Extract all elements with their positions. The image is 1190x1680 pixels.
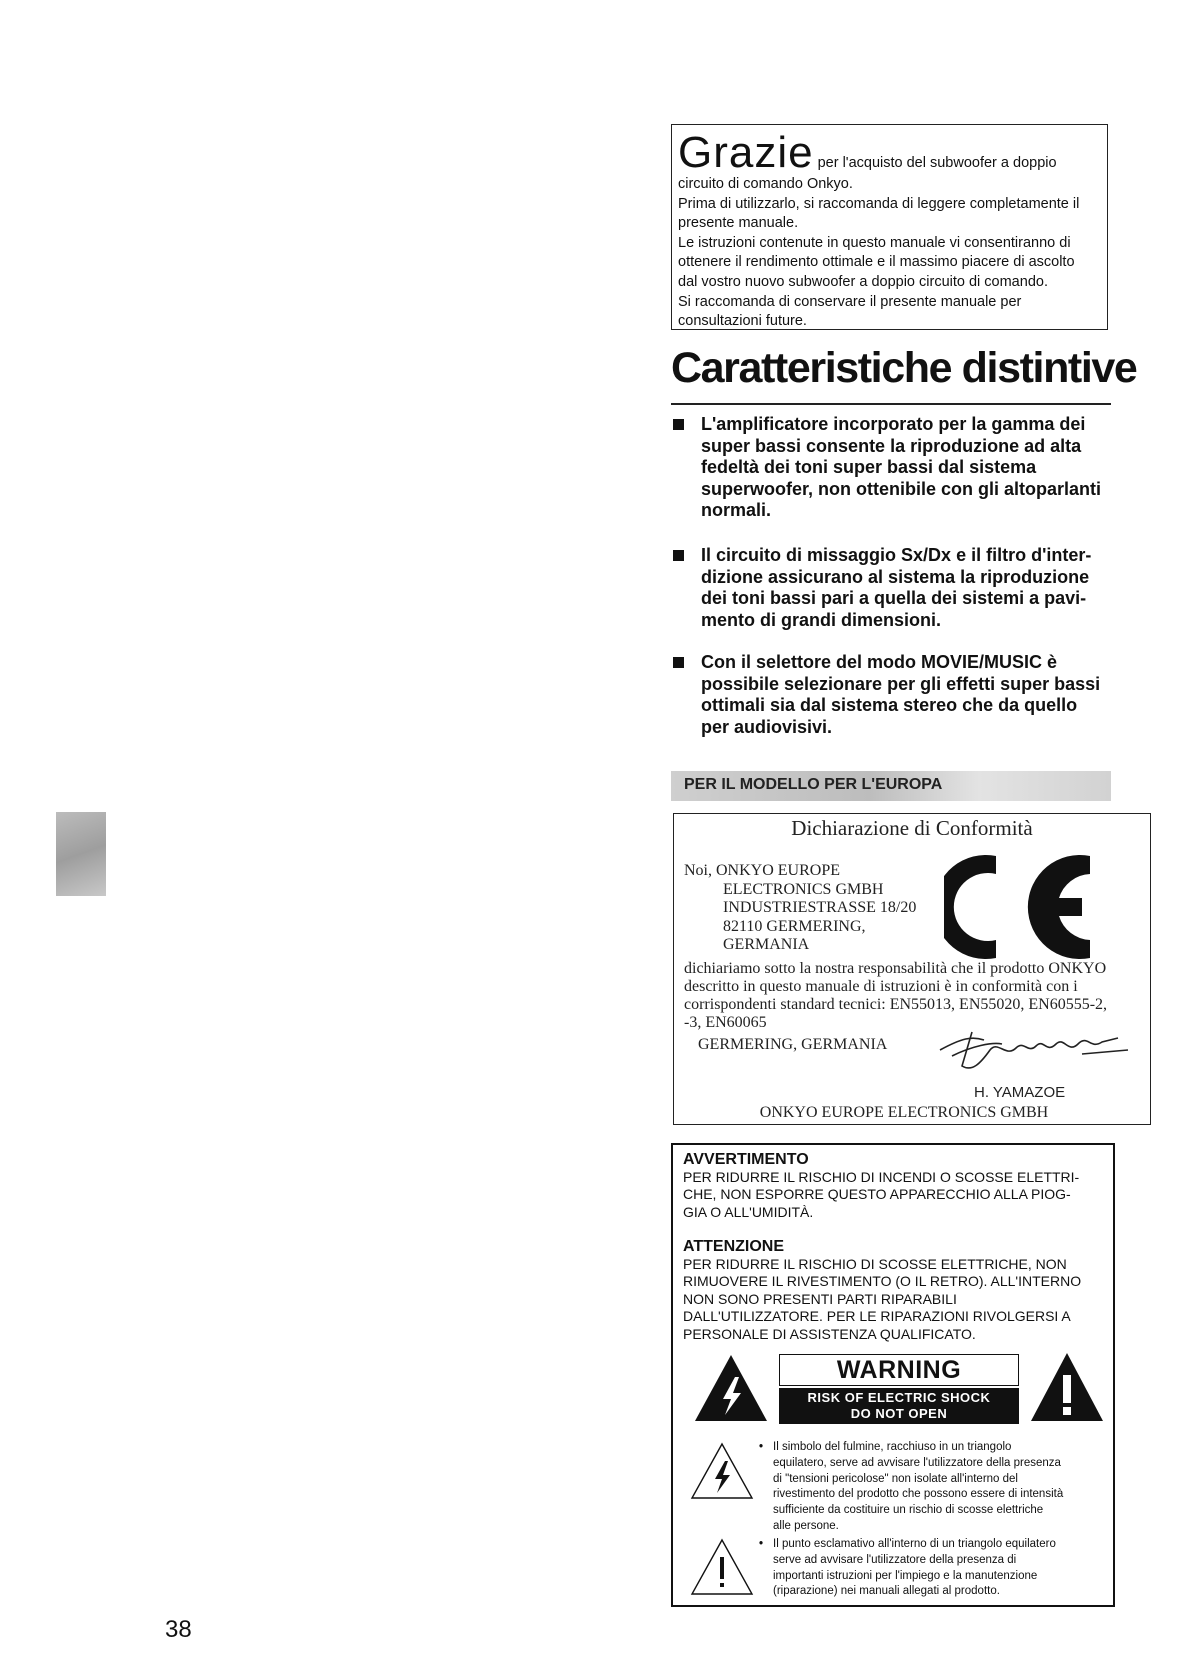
note-line: importanti istruzioni per l'impiego e la manutenzione: [773, 1569, 1038, 1582]
features-heading: Caratteristiche distintive: [671, 344, 1137, 392]
thanks-line: dal vostro nuovo subwoofer a doppio circuito di comando.: [678, 273, 1048, 290]
note-line: Il punto esclamativo all'interno di un triangolo equilatero: [773, 1538, 1056, 1550]
address-line: 82110 GERMERING,: [723, 917, 866, 935]
feature-line: normali.: [701, 500, 772, 520]
caution-line: PERSONALE DI ASSISTENZA QUALIFICATO.: [683, 1325, 976, 1342]
feature-line: L'amplificatore incorporato per la gamma dei: [701, 414, 1086, 434]
thanks-box: [671, 124, 1108, 330]
safety-warning-box: [671, 1143, 1115, 1607]
note-line: serve ad avvisare l'utilizzatore della presenza di: [773, 1553, 1017, 1566]
address-line: Noi, ONKYO EUROPE: [684, 862, 840, 879]
feature-line: Con il selettore del modo MOVIE/MUSIC è: [701, 652, 1058, 672]
note-line: alle persone.: [773, 1519, 839, 1532]
conformity-declaration-box: [673, 813, 1151, 1125]
warning-label: [779, 1354, 1019, 1422]
feature-line: superwoofer, non ottenibile con gli altoparlanti: [701, 478, 1102, 499]
signing-place: GERMERING, GERMANIA: [698, 1036, 888, 1053]
exclamation-triangle-icon: [689, 1537, 755, 1597]
thanks-line: consultazioni future.: [678, 313, 807, 330]
lightning-triangle-icon: [689, 1441, 755, 1501]
exclamation-symbol-note: [759, 1537, 1103, 1600]
square-bullet-icon: [673, 419, 684, 430]
thanks-line: circuito di comando Onkyo.: [678, 176, 853, 192]
address-line: ELECTRONICS GMBH: [723, 880, 884, 898]
address-line: GERMANIA: [723, 936, 810, 953]
feature-item: [671, 652, 1111, 738]
europe-model-label: PER IL MODELLO PER L'EUROPA: [684, 776, 943, 793]
feature-item: [671, 414, 1111, 522]
note-line: rivestimento del prodotto che possono essere di intensità: [773, 1488, 1064, 1501]
signatory-name: H. YAMAZOE: [974, 1084, 1066, 1101]
feature-line: per audiovisivi.: [701, 716, 833, 737]
warning-title: WARNING: [779, 1354, 1019, 1386]
note-line: sufficiente da costituire un rischio di scosse elettriche: [773, 1504, 1044, 1517]
conformity-title: Dichiarazione di Conformità: [791, 816, 1033, 840]
statement-line: descritto in questo manuale di istruzioni è in conformità con i: [684, 978, 1078, 995]
feature-line: dizione assicurano al sistema la riproduzione: [701, 566, 1090, 587]
attenzione-section: [683, 1238, 1108, 1344]
warning-line: CHE, NON ESPORRE QUESTO APPARECCHIO ALLA PIOG-: [683, 1186, 1071, 1203]
signature-icon: [932, 1020, 1132, 1080]
feature-line: mento di grandi dimensioni.: [701, 609, 942, 630]
exclamation-triangle-icon: [1029, 1351, 1105, 1423]
thanks-line: ottenere il rendimento ottimale e il massimo piacere di ascolto: [678, 254, 1075, 271]
statement-line: corrispondenti standard tecnici: EN55013, EN55020, EN60555-2,: [684, 996, 1108, 1013]
note-line: di "tensioni pericolose" non isolate all'interno del: [773, 1472, 1018, 1485]
avvertimento-section: [683, 1151, 1108, 1221]
feature-line: super bassi consente la riproduzione ad alta: [701, 435, 1082, 456]
caution-line: PER RIDURRE IL RISCHIO DI SCOSSE ELETTRICHE, NON: [683, 1255, 1067, 1272]
square-bullet-icon: [673, 550, 684, 561]
warning-subtitle: [779, 1388, 1019, 1424]
caution-line: DALL'UTILIZZATORE. PER LE RIPARAZIONI RIVOLGERSI A: [683, 1308, 1071, 1325]
warning-line: PER RIDURRE IL RISCHIO DI INCENDI O SCOSSE ELETTRI-: [683, 1168, 1080, 1185]
feature-item: [671, 545, 1111, 631]
warning-subtitle-line: RISK OF ELECTRIC SHOCK: [807, 1390, 991, 1405]
company-name: ONKYO EUROPE ELECTRONICS GMBH: [759, 1104, 1049, 1121]
thanks-line: Si raccomanda di conservare il presente manuale per: [678, 293, 1022, 310]
caution-line: RIMUOVERE IL RIVESTIMENTO (O IL RETRO). ALL'INTERNO: [683, 1273, 1082, 1290]
attenzione-heading: ATTENZIONE: [683, 1238, 785, 1255]
feature-line: fedeltà dei toni super bassi dal sistema: [701, 457, 1037, 477]
page-number: 38: [165, 1616, 192, 1643]
bullet-dot-icon: •: [759, 1538, 764, 1550]
statement-line: -3, EN60065: [684, 1014, 767, 1031]
feature-line: ottimali sia dal sistema stereo che da quello: [701, 695, 1078, 715]
warning-line: GIA O ALL'UMIDITÀ.: [683, 1203, 814, 1220]
side-tab-marker: [56, 812, 106, 896]
thanks-line: Le istruzioni contenute in questo manuale vi consentiranno di: [678, 234, 1071, 251]
feature-line: Il circuito di missaggio Sx/Dx e il filtro d'inter-: [701, 545, 1092, 565]
square-bullet-icon: [673, 657, 684, 668]
thanks-first-line: per l'acquisto del subwoofer a doppio: [817, 155, 1057, 171]
note-line: (riparazione) nei manuali allegati al prodotto.: [773, 1585, 1000, 1598]
lightning-triangle-icon: [693, 1353, 769, 1423]
address-line: INDUSTRIESTRASSE 18/20: [723, 899, 917, 916]
note-line: Il simbolo del fulmine, racchiuso in un triangolo: [773, 1441, 1012, 1453]
thanks-title: Grazie: [678, 128, 814, 177]
lightning-symbol-note: [759, 1440, 1103, 1535]
caution-line: NON SONO PRESENTI PARTI RIPARABILI: [683, 1290, 957, 1307]
heading-divider: [671, 403, 1111, 405]
manufacturer-address: [684, 862, 916, 955]
thanks-line: Prima di utilizzarlo, si raccomanda di leggere completamente il: [678, 195, 1080, 212]
ce-mark-icon: [944, 848, 1104, 966]
warning-subtitle-line: DO NOT OPEN: [850, 1406, 948, 1421]
feature-line: possibile selezionare per gli effetti super bassi: [701, 673, 1101, 694]
avvertimento-heading: AVVERTIMENTO: [683, 1151, 809, 1168]
feature-line: dei toni bassi pari a quella dei sistemi a pavi-: [701, 588, 1087, 608]
note-line: equilatero, serve ad avvisare l'utilizzatore della presenza: [773, 1456, 1061, 1469]
statement-line: dichiariamo sotto la nostra responsabilità che il prodotto ONKYO: [684, 960, 1107, 977]
thanks-line: presente manuale.: [678, 215, 799, 232]
bullet-dot-icon: •: [759, 1441, 764, 1453]
europe-model-banner: [671, 771, 1111, 801]
